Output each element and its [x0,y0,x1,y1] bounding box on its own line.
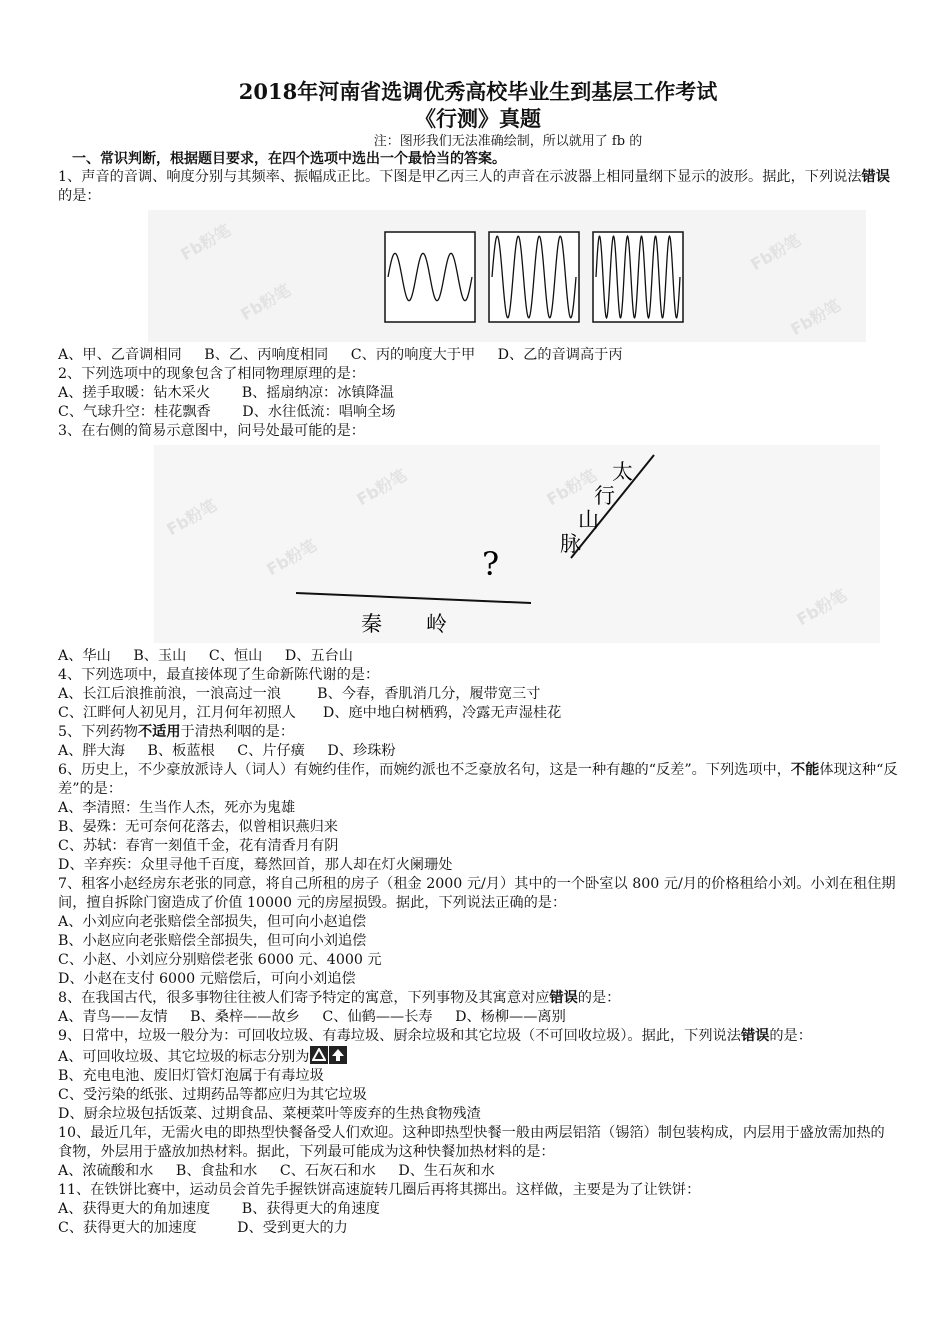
question-7-option-a: A、小刘应向老张赔偿全部损失，但可向小赵追偿 [58,914,367,930]
question-2-options-row1: A、搓手取暖：钻木采火 B、摇扇纳凉：冰镇降温 [58,385,394,401]
question-8-text: 8、在我国古代，很多事物往往被人们寄予特定的寓意，下列事物及其寓意对应 [58,990,550,1006]
question-10-options: A、浓硫酸和水 B、食盐和水 C、石灰石和水 D、生石灰和水 [58,1163,495,1179]
qinling-char: 岭 [426,612,447,636]
map-figure [154,445,880,643]
question-5 [58,723,898,742]
question-6-text: 6、历史上，不少豪放派诗人（词人）有婉约佳作，而婉约派也不乏豪放名句，这是一种有趣的“反差”。下列选项中， [58,762,791,778]
question-7-option-b: B、小赵应向老张赔偿全部损失，但可向小刘追偿 [58,933,367,949]
question-8 [58,989,898,1008]
exam-subtitle: 《行测》真题 [415,106,541,131]
question-6-option-d: D、辛弃疾：众里寻他千百度，蓦然回首，那人却在灯火阑珊处 [58,857,453,873]
question-7-option-c: C、小赵、小刘应分别赔偿老张 6000 元、4000 元 [58,952,382,968]
question-9-option-b: B、充电电池、废旧灯管灯泡属于有毒垃圾 [58,1068,324,1084]
taihang-char: 脉 [560,532,581,556]
qinling-char: 秦 [361,612,382,636]
watermark: Fb粉笔 [353,465,410,510]
question-9 [58,1027,898,1046]
question-5-emphasis: 不适用 [137,724,181,740]
watermark: Fb粉笔 [237,280,294,325]
drawing-note: 注：图形我们无法准确绘制，所以就用了 fb 的 [373,134,643,149]
question-9-text: 9、日常中，垃圾一般分为：可回收垃圾、有毒垃圾、厨余垃圾和其它垃圾（不可回收垃圾）。据此，下列说法 [58,1028,741,1044]
question-1-emphasis: 错误 [861,169,890,185]
qinling-line [296,593,531,603]
question-1 [58,168,898,206]
question-1-text: 1、声音的音调、响度分别与其频率、振幅成正比。下图是甲乙丙三人的声音在示波器上相同量纲下显示的波形。据此，下列说法 [58,169,862,185]
question-6-option-b: B、晏殊：无可奈何花落去，似曾相识燕归来 [58,819,338,835]
recyclable-icon [310,1046,328,1064]
question-1-options: A、甲、乙音调相同 B、乙、丙响度相同 C、丙的响度大于甲 D、乙的音调高于丙 [58,347,623,363]
question-9-option-a [58,1046,898,1067]
watermark: Fb粉笔 [177,220,234,265]
question-6-option-c: C、苏轼：春宵一刻值千金，花有清香月有阴 [58,838,339,854]
question-9-text-end: 的是： [769,1028,812,1044]
question-2-options-row2: C、气球升空：桂花飘香 D、水往低流：唱响全场 [58,404,396,420]
exam-page [58,78,898,1238]
taihang-char: 山 [578,508,599,532]
question-9-emphasis: 错误 [740,1028,770,1044]
exam-title: 2018年河南省选调优秀高校毕业生到基层工作考试 [238,79,718,104]
other-waste-icon [329,1046,347,1064]
watermark: Fb粉笔 [793,585,850,630]
question-8-options: A、青鸟——友情 B、桑梓——故乡 C、仙鹤——长寿 D、杨柳——离别 [58,1009,566,1025]
question-11-options-row2: C、获得更大的加速度 D、受到更大的力 [58,1220,348,1236]
question-3: 3、在右侧的简易示意图中，问号处最可能的是： [58,423,365,439]
watermark: Fb粉笔 [163,495,220,540]
map-sketch [154,445,880,643]
question-4-options-row1: A、长江后浪推前浪，一浪高过一浪 B、今春，香肌消几分，履带宽三寸 [58,686,541,702]
section-heading: 一、常识判断，根据题目要求，在四个选项中选出一个最恰当的答案。 [72,151,506,167]
question-7: 7、租客小赵经房东老张的同意，将自己所租的房子（租金 2000 元/月）其中的一个卧室以 800 元/月的价格租给小刘。小刘在租住期间，擅自拆除门窗造成了价值 10000 元的房屋损毁。据此，下列说法正确的是： [58,876,896,911]
question-5-text: 5、下列药物 [58,724,138,740]
question-6 [58,761,898,799]
question-10: 10、最近几年，无需火电的即热型快餐备受人们欢迎。这种即热型快餐一般由两层铝箔（锡箔）制包装构成，内层用于盛放需加热的食物，外层用于盛放加热材料。据此，下列最可能成为这种快餐加热材料的是： [58,1125,885,1160]
taihang-char: 行 [594,484,615,508]
question-1-text-end: 的是： [58,188,101,204]
question-8-emphasis: 错误 [549,990,578,1006]
question-6-text-end: 体现这种“反差”的是： [58,762,898,797]
question-6-emphasis: 不能 [790,762,820,778]
question-9-option-d: D、厨余垃圾包括饭菜、过期食品、菜梗菜叶等废弃的生热食物残渣 [58,1106,481,1122]
question-4-options-row2: C、江畔何人初见月，江月何年初照人 D、庭中地白树栖鸦，冷露无声湿桂花 [58,705,562,721]
question-7-option-d: D、小赵在支付 6000 元赔偿后，可向小刘追偿 [58,971,356,987]
watermark: Fb粉笔 [747,230,804,275]
watermark: Fb粉笔 [543,465,600,510]
question-5-options: A、胖大海 B、板蓝根 C、片仔癀 D、珍珠粉 [58,743,396,759]
question-9-option-a-text: A、可回收垃圾、其它垃圾的标志分别为 [58,1049,310,1065]
waveform-panels [148,210,866,342]
question-11-options-row1: A、获得更大的角加速度 B、获得更大的角速度 [58,1201,380,1217]
watermark: Fb粉笔 [263,535,320,580]
question-8-text-end: 的是： [577,990,621,1006]
question-2: 2、下列选项中的现象包含了相同物理原理的是： [58,366,365,382]
question-5-text-end: 于清热利咽的是： [180,724,295,740]
question-6-option-a: A、李清照：生当作人杰，死亦为鬼雄 [58,800,296,816]
question-9-option-c: C、受污染的纸张、过期药品等都应归为其它垃圾 [58,1087,367,1103]
question-4: 4、下列选项中，最直接体现了生命新陈代谢的是： [58,667,380,683]
question-mark: ? [482,545,500,583]
oscilloscope-figure [148,210,866,342]
question-11: 11、在铁饼比赛中，运动员会首先手握铁饼高速旋转几圈后再将其掷出。这样做，主要是为了让铁饼： [58,1182,701,1198]
watermark: Fb粉笔 [787,295,844,340]
question-3-options: A、华山 B、玉山 C、恒山 D、五台山 [58,648,353,664]
taihang-char: 太 [612,460,633,484]
